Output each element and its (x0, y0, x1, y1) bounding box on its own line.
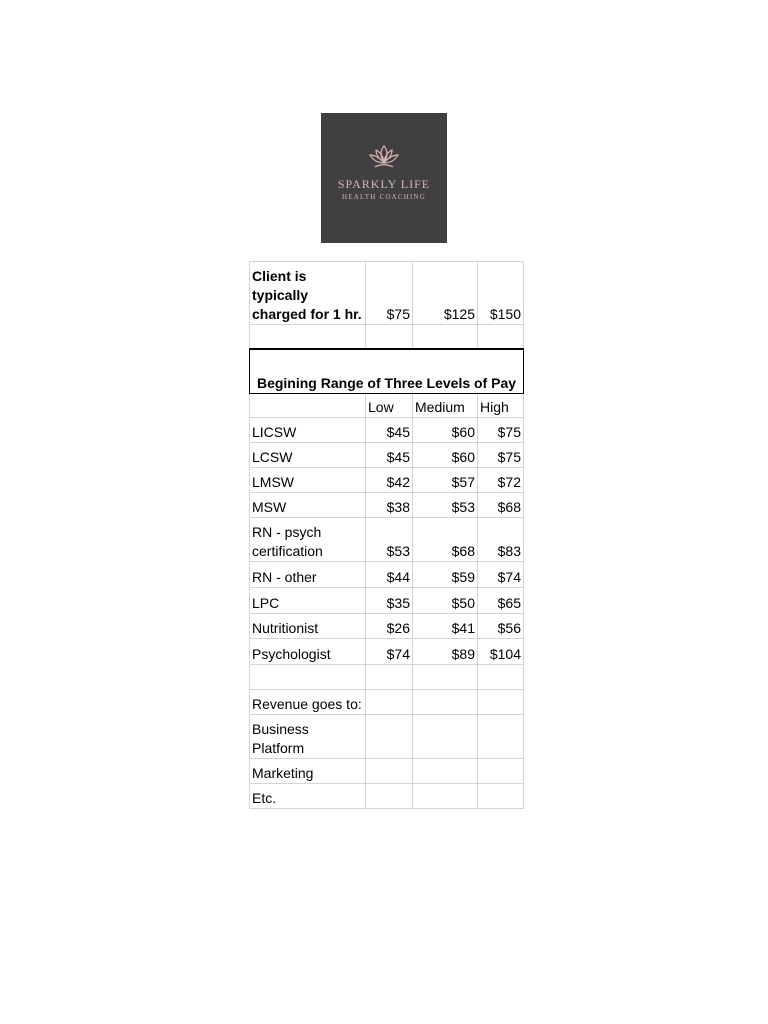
role-cell: RN - psych certification (250, 518, 366, 562)
revenue-item: Etc. (250, 784, 366, 809)
revenue-header-row (250, 690, 524, 715)
spacer-row (250, 665, 524, 690)
role-cell: LCSW (250, 443, 366, 468)
low-cell: $74 (366, 639, 413, 665)
table-row (250, 614, 524, 639)
brand-subtitle: HEALTH COACHING (341, 193, 427, 201)
brand-name: SPARKLY LIFE (337, 177, 431, 191)
high-cell: $56 (478, 614, 524, 639)
header-high: High (478, 394, 524, 418)
low-cell: $45 (366, 418, 413, 443)
table-row (250, 562, 524, 588)
high-cell: $72 (478, 468, 524, 493)
table-row (250, 468, 524, 493)
medium-cell: $60 (413, 443, 478, 468)
low-cell: $44 (366, 562, 413, 588)
table-row (250, 443, 524, 468)
role-cell: LMSW (250, 468, 366, 493)
lotus-icon (367, 143, 401, 171)
charge-low: $75 (366, 262, 413, 325)
table-row (250, 418, 524, 443)
high-cell: $68 (478, 493, 524, 518)
role-cell: LICSW (250, 418, 366, 443)
low-cell: $45 (366, 443, 413, 468)
pay-table (249, 261, 524, 809)
low-cell: $35 (366, 588, 413, 614)
spacer-row (250, 325, 524, 349)
pay-header-row (250, 394, 524, 418)
medium-cell: $57 (413, 468, 478, 493)
low-cell: $42 (366, 468, 413, 493)
medium-cell: $53 (413, 493, 478, 518)
charge-medium: $125 (413, 262, 478, 325)
table-row (250, 588, 524, 614)
medium-cell: $41 (413, 614, 478, 639)
role-cell: RN - other (250, 562, 366, 588)
pay-title: Begining Range of Three Levels of Pay (250, 349, 524, 394)
company-logo (321, 113, 447, 243)
revenue-label: Revenue goes to: (250, 690, 366, 715)
high-cell: $74 (478, 562, 524, 588)
role-cell: Nutritionist (250, 614, 366, 639)
role-cell: MSW (250, 493, 366, 518)
role-cell: Psychologist (250, 639, 366, 665)
list-item (250, 784, 524, 809)
high-cell: $104 (478, 639, 524, 665)
high-cell: $65 (478, 588, 524, 614)
medium-cell: $50 (413, 588, 478, 614)
revenue-item: Business Platform (250, 715, 366, 759)
list-item (250, 759, 524, 784)
low-cell: $26 (366, 614, 413, 639)
table-row (250, 518, 524, 562)
low-cell: $53 (366, 518, 413, 562)
medium-cell: $60 (413, 418, 478, 443)
charge-label: Client is typically charged for 1 hr. (250, 262, 366, 325)
high-cell: $75 (478, 443, 524, 468)
revenue-item: Marketing (250, 759, 366, 784)
medium-cell: $68 (413, 518, 478, 562)
list-item (250, 715, 524, 759)
low-cell: $38 (366, 493, 413, 518)
high-cell: $83 (478, 518, 524, 562)
medium-cell: $89 (413, 639, 478, 665)
role-cell: LPC (250, 588, 366, 614)
pay-title-row (250, 349, 524, 394)
header-medium: Medium (413, 394, 478, 418)
charge-row (250, 262, 524, 325)
header-low: Low (366, 394, 413, 418)
high-cell: $75 (478, 418, 524, 443)
table-row (250, 639, 524, 665)
charge-high: $150 (478, 262, 524, 325)
table-row (250, 493, 524, 518)
medium-cell: $59 (413, 562, 478, 588)
